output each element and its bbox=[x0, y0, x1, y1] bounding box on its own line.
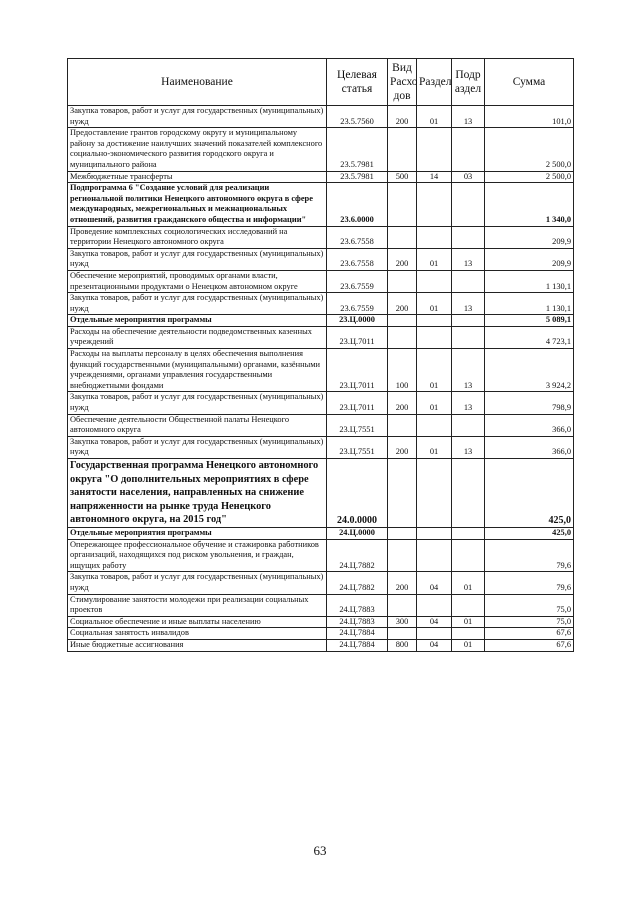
row-target-article-cell: 24.0.0000 bbox=[327, 459, 388, 528]
row-name-cell: Межбюджетные трансферты bbox=[68, 171, 327, 183]
row-name-cell: Закупка товаров, работ и услуг для государственных (муниципальных) нужд bbox=[68, 436, 327, 458]
row-section-cell: 04 bbox=[417, 616, 452, 628]
row-sum-cell: 67,6 bbox=[485, 639, 574, 651]
table-row bbox=[68, 315, 574, 327]
row-section-cell bbox=[417, 539, 452, 572]
row-section-cell: 01 bbox=[417, 349, 452, 392]
row-expense-type-cell bbox=[388, 226, 417, 248]
row-expense-type-cell bbox=[388, 459, 417, 528]
row-name-cell: Расходы на обеспечение деятельности подведомственных казенных учреждений bbox=[68, 326, 327, 348]
row-section-cell bbox=[417, 315, 452, 327]
row-sum-cell: 209,9 bbox=[485, 248, 574, 270]
row-sum-cell: 1 130,1 bbox=[485, 293, 574, 315]
table-row bbox=[68, 539, 574, 572]
table-row bbox=[68, 436, 574, 458]
row-section-cell bbox=[417, 527, 452, 539]
row-subsection-cell bbox=[452, 459, 485, 528]
row-sum-cell: 2 500,0 bbox=[485, 128, 574, 171]
row-target-article-cell: 24.Ц.7884 bbox=[327, 628, 388, 640]
row-name-cell: Государственная программа Ненецкого автономного округа "О дополнительных мероприятиях в сфере занятости населения, направленных на снижение напряженности на рынке труда Ненецкого автономного округа, на 2015 год" bbox=[68, 459, 327, 528]
row-sum-cell: 101,0 bbox=[485, 106, 574, 128]
row-section-cell: 01 bbox=[417, 436, 452, 458]
row-section-cell bbox=[417, 594, 452, 616]
row-target-article-cell: 24.Ц.7883 bbox=[327, 594, 388, 616]
row-section-cell: 01 bbox=[417, 106, 452, 128]
row-name-cell: Закупка товаров, работ и услуг для государственных (муниципальных) нужд bbox=[68, 106, 327, 128]
row-section-cell bbox=[417, 414, 452, 436]
row-target-article-cell: 23.6.7559 bbox=[327, 293, 388, 315]
header-sum: Сумма bbox=[485, 59, 574, 106]
row-name-cell: Социальная занятость инвалидов bbox=[68, 628, 327, 640]
row-expense-type-cell: 800 bbox=[388, 639, 417, 651]
row-sum-cell: 5 089,1 bbox=[485, 315, 574, 327]
row-target-article-cell: 24.Ц.7884 bbox=[327, 639, 388, 651]
row-name-cell: Подпрограмма 6 "Создание условий для реализации региональной политики Ненецкого автономного округа в сфере международных, межрегиональных и межнациональных отношений, развития гражданского общества и информации" bbox=[68, 183, 327, 226]
row-name-cell: Расходы на выплаты персоналу в целях обеспечения выполнения функций государственными (муниципальными) органами, казёнными учреждениями, органами управления государственными внебюджетными фондами bbox=[68, 349, 327, 392]
row-sum-cell: 75,0 bbox=[485, 594, 574, 616]
row-subsection-cell: 01 bbox=[452, 639, 485, 651]
table-header-row bbox=[68, 59, 574, 106]
table-row bbox=[68, 183, 574, 226]
row-target-article-cell: 23.5.7981 bbox=[327, 128, 388, 171]
row-subsection-cell: 13 bbox=[452, 436, 485, 458]
row-sum-cell: 1 130,1 bbox=[485, 270, 574, 292]
table-row bbox=[68, 594, 574, 616]
row-section-cell bbox=[417, 128, 452, 171]
row-name-cell: Закупка товаров, работ и услуг для государственных (муниципальных) нужд bbox=[68, 293, 327, 315]
row-sum-cell: 67,6 bbox=[485, 628, 574, 640]
table-row bbox=[68, 270, 574, 292]
row-section-cell: 04 bbox=[417, 639, 452, 651]
table-row bbox=[68, 248, 574, 270]
row-section-cell bbox=[417, 270, 452, 292]
row-section-cell bbox=[417, 226, 452, 248]
row-expense-type-cell: 500 bbox=[388, 171, 417, 183]
row-sum-cell: 79,6 bbox=[485, 572, 574, 594]
table-row bbox=[68, 226, 574, 248]
row-sum-cell: 79,6 bbox=[485, 539, 574, 572]
row-section-cell: 01 bbox=[417, 248, 452, 270]
table-row bbox=[68, 639, 574, 651]
row-sum-cell: 4 723,1 bbox=[485, 326, 574, 348]
row-name-cell: Отдельные мероприятия программы bbox=[68, 527, 327, 539]
table-row bbox=[68, 326, 574, 348]
row-name-cell: Иные бюджетные ассигнования bbox=[68, 639, 327, 651]
table-row bbox=[68, 171, 574, 183]
row-target-article-cell: 23.6.7559 bbox=[327, 270, 388, 292]
row-section-cell: 01 bbox=[417, 392, 452, 414]
row-subsection-cell bbox=[452, 628, 485, 640]
row-expense-type-cell: 200 bbox=[388, 436, 417, 458]
header-target-article: Целевая статья bbox=[327, 59, 388, 106]
row-target-article-cell: 23.5.7560 bbox=[327, 106, 388, 128]
row-name-cell: Обеспечение мероприятий, проводимых органами власти, презентационными продуктами о Ненецком автономном округе bbox=[68, 270, 327, 292]
row-target-article-cell: 24.Ц.7882 bbox=[327, 572, 388, 594]
table-row bbox=[68, 392, 574, 414]
row-name-cell: Обеспечение деятельности Общественной палаты Ненецкого автономного округа bbox=[68, 414, 327, 436]
row-sum-cell: 425,0 bbox=[485, 527, 574, 539]
row-subsection-cell: 13 bbox=[452, 293, 485, 315]
row-subsection-cell bbox=[452, 527, 485, 539]
row-sum-cell: 209,9 bbox=[485, 226, 574, 248]
page-number: 63 bbox=[313, 843, 327, 858]
row-name-cell: Опережающее профессиональное обучение и стажировка работников организаций, находящихся под риском увольнения, и граждан, ищущих работу bbox=[68, 539, 327, 572]
row-sum-cell: 75,0 bbox=[485, 616, 574, 628]
row-target-article-cell: 23.Ц.7551 bbox=[327, 436, 388, 458]
row-expense-type-cell bbox=[388, 128, 417, 171]
row-target-article-cell: 23.Ц.7011 bbox=[327, 326, 388, 348]
row-sum-cell: 2 500,0 bbox=[485, 171, 574, 183]
row-subsection-cell bbox=[452, 326, 485, 348]
header-name: Наименование bbox=[68, 59, 327, 106]
row-subsection-cell: 01 bbox=[452, 616, 485, 628]
row-name-cell: Отдельные мероприятия программы bbox=[68, 315, 327, 327]
row-expense-type-cell: 200 bbox=[388, 293, 417, 315]
row-subsection-cell bbox=[452, 539, 485, 572]
row-expense-type-cell bbox=[388, 527, 417, 539]
row-target-article-cell: 23.6.7558 bbox=[327, 248, 388, 270]
row-target-article-cell: 24.Ц.0000 bbox=[327, 527, 388, 539]
row-name-cell: Проведение комплексных социологических исследований на территории Ненецкого автономного округа bbox=[68, 226, 327, 248]
budget-table-container bbox=[67, 58, 574, 652]
row-sum-cell: 366,0 bbox=[485, 436, 574, 458]
table-row bbox=[68, 459, 574, 528]
row-subsection-cell: 01 bbox=[452, 572, 485, 594]
row-expense-type-cell bbox=[388, 326, 417, 348]
row-target-article-cell: 23.Ц.7011 bbox=[327, 349, 388, 392]
header-section: Раздел bbox=[417, 59, 452, 106]
row-target-article-cell: 23.6.7558 bbox=[327, 226, 388, 248]
row-expense-type-cell bbox=[388, 539, 417, 572]
header-subsection: Подр аздел bbox=[452, 59, 485, 106]
table-row bbox=[68, 106, 574, 128]
row-name-cell: Стимулирование занятости молодежи при реализации социальных проектов bbox=[68, 594, 327, 616]
row-subsection-cell: 13 bbox=[452, 106, 485, 128]
row-section-cell: 14 bbox=[417, 171, 452, 183]
row-subsection-cell bbox=[452, 270, 485, 292]
row-expense-type-cell: 200 bbox=[388, 392, 417, 414]
table-row bbox=[68, 414, 574, 436]
row-name-cell: Закупка товаров, работ и услуг для государственных (муниципальных) нужд bbox=[68, 572, 327, 594]
table-body bbox=[68, 106, 574, 652]
row-expense-type-cell: 300 bbox=[388, 616, 417, 628]
row-subsection-cell: 03 bbox=[452, 171, 485, 183]
table-row bbox=[68, 128, 574, 171]
row-target-article-cell: 23.5.7981 bbox=[327, 171, 388, 183]
row-subsection-cell bbox=[452, 315, 485, 327]
row-section-cell bbox=[417, 459, 452, 528]
table-row bbox=[68, 293, 574, 315]
header-expense-type: Вид Расхо дов bbox=[388, 59, 417, 106]
row-expense-type-cell bbox=[388, 594, 417, 616]
row-section-cell: 04 bbox=[417, 572, 452, 594]
row-name-cell: Предоставление грантов городскому округу и муниципальному району за достижение наилучших значений показателей комплексного социально-экономического развития городского округа и муниципального района bbox=[68, 128, 327, 171]
budget-table bbox=[67, 58, 574, 652]
row-sum-cell: 3 924,2 bbox=[485, 349, 574, 392]
row-section-cell bbox=[417, 183, 452, 226]
row-expense-type-cell bbox=[388, 270, 417, 292]
row-section-cell bbox=[417, 326, 452, 348]
row-target-article-cell: 24.Ц.7882 bbox=[327, 539, 388, 572]
row-subsection-cell bbox=[452, 183, 485, 226]
row-subsection-cell bbox=[452, 594, 485, 616]
row-name-cell: Социальное обеспечение и иные выплаты населению bbox=[68, 616, 327, 628]
table-row bbox=[68, 572, 574, 594]
row-target-article-cell: 23.Ц.0000 bbox=[327, 315, 388, 327]
row-expense-type-cell bbox=[388, 315, 417, 327]
table-row bbox=[68, 527, 574, 539]
table-row bbox=[68, 628, 574, 640]
row-subsection-cell bbox=[452, 128, 485, 171]
row-subsection-cell: 13 bbox=[452, 392, 485, 414]
row-subsection-cell: 13 bbox=[452, 349, 485, 392]
row-subsection-cell: 13 bbox=[452, 248, 485, 270]
row-name-cell: Закупка товаров, работ и услуг для государственных (муниципальных) нужд bbox=[68, 392, 327, 414]
row-section-cell: 01 bbox=[417, 293, 452, 315]
row-sum-cell: 1 340,0 bbox=[485, 183, 574, 226]
row-target-article-cell: 23.Ц.7551 bbox=[327, 414, 388, 436]
row-subsection-cell bbox=[452, 414, 485, 436]
row-name-cell: Закупка товаров, работ и услуг для государственных (муниципальных) нужд bbox=[68, 248, 327, 270]
row-target-article-cell: 23.Ц.7011 bbox=[327, 392, 388, 414]
row-target-article-cell: 23.6.0000 bbox=[327, 183, 388, 226]
row-expense-type-cell: 100 bbox=[388, 349, 417, 392]
row-sum-cell: 425,0 bbox=[485, 459, 574, 528]
row-subsection-cell bbox=[452, 226, 485, 248]
row-expense-type-cell: 200 bbox=[388, 572, 417, 594]
row-sum-cell: 798,9 bbox=[485, 392, 574, 414]
row-expense-type-cell: 200 bbox=[388, 106, 417, 128]
row-section-cell bbox=[417, 628, 452, 640]
row-expense-type-cell: 200 bbox=[388, 248, 417, 270]
table-row bbox=[68, 616, 574, 628]
table-row bbox=[68, 349, 574, 392]
row-expense-type-cell bbox=[388, 628, 417, 640]
row-sum-cell: 366,0 bbox=[485, 414, 574, 436]
row-target-article-cell: 24.Ц.7883 bbox=[327, 616, 388, 628]
row-expense-type-cell bbox=[388, 414, 417, 436]
row-expense-type-cell bbox=[388, 183, 417, 226]
